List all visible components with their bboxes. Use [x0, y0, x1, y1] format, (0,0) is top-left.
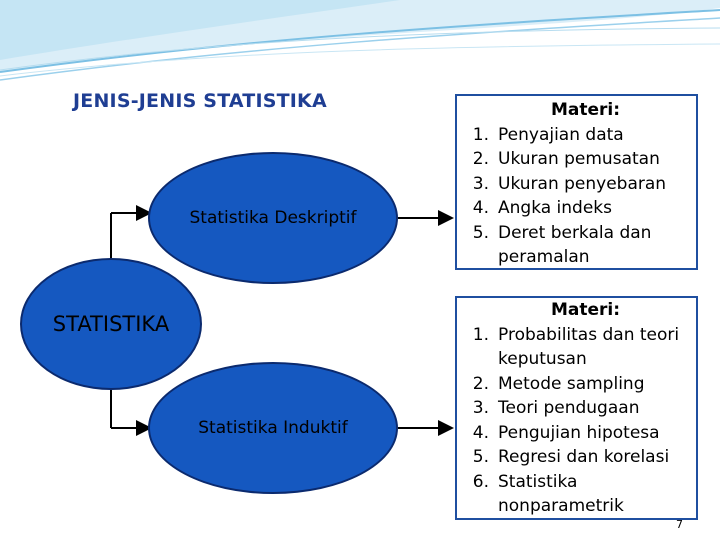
list-item — [457, 147, 696, 172]
list-item — [457, 196, 696, 221]
list-item — [457, 470, 696, 519]
item-text: Probabilitas dan teori keputusan — [498, 324, 680, 369]
slide-title: JENIS-JENIS STATISTIKA — [73, 90, 327, 112]
list-item — [457, 445, 696, 470]
node-label: Statistika Deskriptif — [189, 208, 357, 228]
materi-box-induktif — [455, 296, 698, 520]
list-item — [457, 323, 696, 372]
item-number: 1. — [472, 124, 489, 145]
node-label: STATISTIKA — [52, 312, 170, 336]
node-statistika-main — [20, 258, 202, 390]
item-text: Deret berkala dan peramalan — [498, 222, 652, 267]
item-number: 3. — [472, 398, 489, 418]
item-text: Ukuran pemusatan — [498, 149, 660, 169]
list-item — [457, 221, 696, 270]
item-text: Metode sampling — [498, 373, 645, 394]
item-number: 6. — [472, 471, 489, 492]
item-number: 3. — [472, 173, 489, 194]
item-number: 5. — [472, 222, 489, 243]
box-heading: Materi: — [550, 300, 621, 320]
materi-box-deskriptif — [455, 94, 698, 270]
box-heading: Materi: — [550, 100, 621, 120]
item-text: Pengujian hipotesa — [498, 422, 660, 443]
item-text: Ukuran penyebaran — [498, 173, 667, 194]
item-number: 4. — [472, 422, 489, 443]
item-text: Teori pendugaan — [498, 398, 640, 418]
list-item — [457, 172, 696, 197]
item-text: Penyajian data — [498, 124, 624, 145]
node-label: Statistika Induktif — [198, 418, 348, 438]
item-text: Statistika nonparametrik — [498, 471, 624, 516]
list-item — [457, 372, 696, 397]
node-statistika-induktif — [148, 362, 398, 494]
node-statistika-deskriptif — [148, 152, 398, 284]
list-item — [457, 421, 696, 446]
list-item — [457, 123, 696, 148]
item-number: 5. — [472, 447, 489, 467]
item-number: 2. — [472, 149, 489, 169]
list-item — [457, 396, 696, 421]
item-text: Regresi dan korelasi — [498, 447, 670, 467]
item-number: 4. — [472, 198, 489, 218]
page-number: 7 — [676, 518, 683, 531]
item-number: 1. — [472, 324, 489, 345]
item-number: 2. — [472, 373, 489, 394]
item-text: Angka indeks — [498, 198, 613, 218]
